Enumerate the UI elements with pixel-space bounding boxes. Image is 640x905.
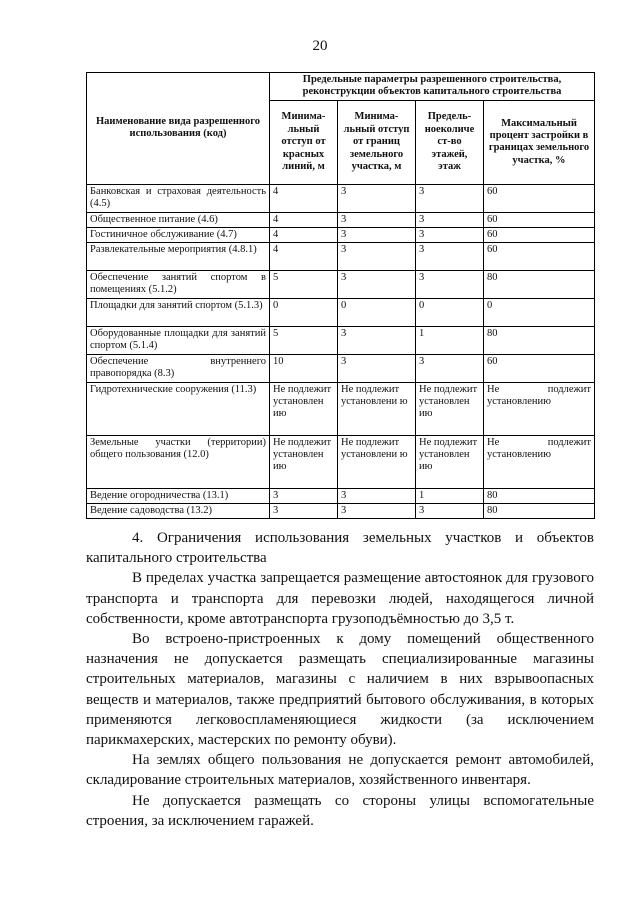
table-row [87, 503, 595, 518]
cell: Не подлежит установлен ию [416, 382, 484, 435]
row-name: Ведение огородничества (13.1) [87, 488, 270, 503]
header-group: Предельные параметры разрешенного строительства, реконструкции объектов капитального строительства [270, 73, 595, 101]
cell: 0 [484, 298, 595, 326]
row-name: Гидротехнические сооружения (11.3) [87, 382, 270, 435]
cell: Не подлежит установлени ю [338, 382, 416, 435]
cell: 3 [338, 184, 416, 212]
cell: 4 [270, 242, 338, 270]
cell: Не подлежит установлен ию [270, 435, 338, 488]
row-name: Оборудованные площадки для занятий спортом (5.1.4) [87, 326, 270, 354]
table-row [87, 382, 595, 435]
cell: 3 [270, 488, 338, 503]
page-number: 20 [312, 38, 328, 54]
table-row [87, 212, 595, 227]
parameters-table [86, 72, 595, 519]
row-name: Ведение садоводства (13.2) [87, 503, 270, 518]
cell: 60 [484, 184, 595, 212]
cell: Не подлежит установлен ию [270, 382, 338, 435]
header-col-floors: Предель-ноеколиче ст-во этажей, этаж [416, 100, 484, 184]
cell: 3 [416, 503, 484, 518]
cell: 80 [484, 503, 595, 518]
cell: Не подлежит установлению [484, 435, 595, 488]
cell: 3 [416, 227, 484, 242]
cell: 5 [270, 270, 338, 298]
cell: Не подлежит установлен ию [416, 435, 484, 488]
cell: 0 [338, 298, 416, 326]
cell: 60 [484, 227, 595, 242]
section-heading: 4. Ограничения использования земельных участков и объектов капитального строительства [86, 530, 594, 567]
cell: 3 [416, 354, 484, 382]
row-name: Обеспечение занятий спортом в помещениях (5.1.2) [87, 270, 270, 298]
cell: 3 [338, 326, 416, 354]
table-row [87, 435, 595, 488]
row-name: Обеспечение внутреннего правопорядка (8.3) [87, 354, 270, 382]
cell: 1 [416, 326, 484, 354]
table-row [87, 242, 595, 270]
cell: 4 [270, 184, 338, 212]
cell: Не подлежит установлени ю [338, 435, 416, 488]
cell: 3 [338, 242, 416, 270]
table-row [87, 298, 595, 326]
row-name: Земельные участки (территории) общего пользования (12.0) [87, 435, 270, 488]
cell: 3 [416, 212, 484, 227]
cell: 0 [416, 298, 484, 326]
cell: 3 [270, 503, 338, 518]
table-row [87, 184, 595, 212]
row-name: Гостиничное обслуживание (4.7) [87, 227, 270, 242]
cell: 3 [416, 184, 484, 212]
cell: 80 [484, 488, 595, 503]
cell: 60 [484, 212, 595, 227]
table-row [87, 488, 595, 503]
cell: 3 [338, 503, 416, 518]
cell: 60 [484, 242, 595, 270]
cell: 1 [416, 488, 484, 503]
body-text [86, 528, 594, 831]
row-name: Развлекательные мероприятия (4.8.1) [87, 242, 270, 270]
row-name: Банковская и страховая деятельность (4.5) [87, 184, 270, 212]
cell: 60 [484, 354, 595, 382]
row-name: Площадки для занятий спортом (5.1.3) [87, 298, 270, 326]
cell: 3 [338, 270, 416, 298]
cell: 3 [338, 212, 416, 227]
cell: 3 [338, 227, 416, 242]
table-row [87, 354, 595, 382]
cell: 0 [270, 298, 338, 326]
cell: 10 [270, 354, 338, 382]
paragraph: На землях общего пользования не допускается ремонт автомобилей, складирование строительных материалов, хозяйственного инвентаря. [86, 752, 594, 789]
cell: 80 [484, 270, 595, 298]
cell: 4 [270, 227, 338, 242]
cell: 3 [338, 354, 416, 382]
header-col-coverage: Максимальный процент застройки в границах земельного участка, % [484, 100, 595, 184]
cell: 4 [270, 212, 338, 227]
row-name: Общественное питание (4.6) [87, 212, 270, 227]
table-row [87, 227, 595, 242]
cell: Не подлежит установлению [484, 382, 595, 435]
header-name-column: Наименование вида разрешенного использования (код) [87, 73, 270, 185]
paragraph: Не допускается размещать со стороны улицы вспомогательные строения, за исключением гаражей. [86, 792, 594, 829]
paragraph: В пределах участка запрещается размещение автостоянок для грузового транспорта и транспорта для перевозки людей, находящегося личной собственности, кроме автотранспорта грузоподъёмностью до 3,5 т. [86, 570, 594, 627]
paragraph: Во встроено-пристроенных к дому помещений общественного назначения не допускается размещать специализированные магазины строительных материалов, магазины с наличием в них взрывоопасных веществ и материалов, также предприятий бытового обслуживания, в которых применяются легковоспламеняющиеся жидкости (за исключением парикмахерских, мастерских по ремонту обуви). [86, 631, 594, 749]
cell: 80 [484, 326, 595, 354]
table-row [87, 270, 595, 298]
header-col-boundary: Минима-льный отступ от границ земельного участка, м [338, 100, 416, 184]
cell: 3 [416, 242, 484, 270]
cell: 3 [338, 488, 416, 503]
cell: 3 [416, 270, 484, 298]
cell: 5 [270, 326, 338, 354]
header-col-red-lines: Минима-льный отступ от красных линий, м [270, 100, 338, 184]
table-row [87, 326, 595, 354]
